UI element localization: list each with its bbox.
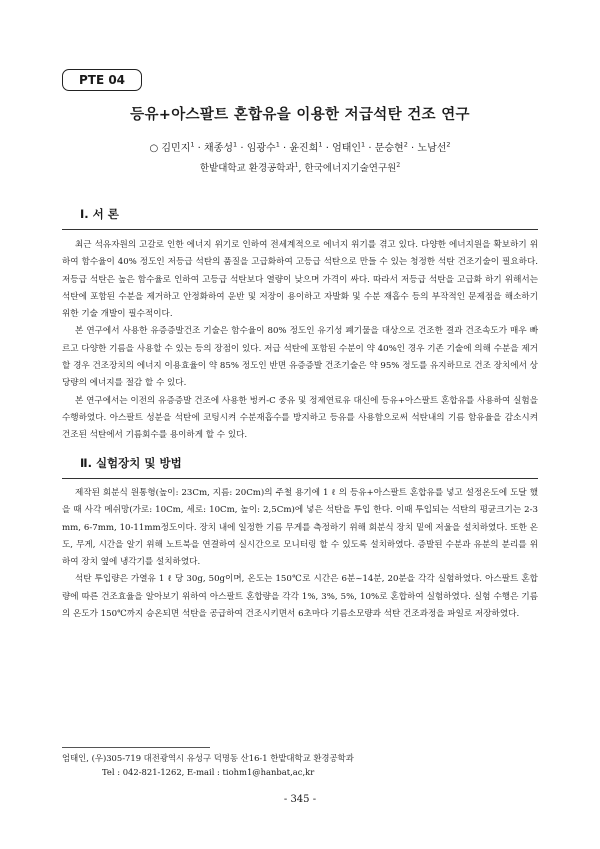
affiliations	[0, 160, 600, 174]
section-divider	[62, 229, 538, 230]
footnote-contact: Tel : 042-821-1262, E-mail : tiohm1@hanbat,ac,kr	[102, 767, 315, 777]
author: 김민지$^1$ ·	[161, 140, 205, 154]
footnote-address: 엄태인, (우)305-719 대전광역시 유성구 덕명동 산16-1 한밭대학교 환경공학과	[62, 753, 354, 763]
page-number: - 345 -	[283, 794, 317, 805]
author: 윤진희$^1$ ·	[289, 140, 333, 154]
author-list	[0, 139, 600, 154]
paragraph: 본 연구에서는 이전의 유증증발 건조에 사용한 벙커-C 중유 및 정제연료유 대신에 등유+아스팔트 혼합유를 사용하여 실험을 수행하였다. 아스팔트 성분을 석탄에 코팅시켜 수분재흡수를 방지하고 등유를 사용함으로써 석탄내의 기름 함유율을 감소시켜 건조된 석탄에서 기름회수를 용이하게 할 수 있다.	[62, 395, 538, 441]
author: 문승현$^2$ ·	[374, 140, 418, 154]
authors-prefix: ○	[149, 143, 162, 154]
session-tag: PTE 04	[62, 69, 142, 91]
section-divider	[62, 478, 538, 479]
affiliation: 한밭대학교 환경공학과$^1$,	[199, 161, 305, 174]
paragraph: 제작된 회분식 원통형(높이: 23Cm, 지름: 20Cm)의 주철 용기에 1 ℓ 의 등유+아스팔트 혼합유를 넣고 설정온도에 도달 했을 때 사각 메쉬망(가로: 10Cm, 세로: 10Cm, 높이: 2,5Cm)에 넣은 석탄을 투입 한다. 이때 투입되는 석탄의 평균크기는 2-3mm, 6-7mm, 10-11mm정도이다. 장치 내에 일정한 기름 무게를 측정하기 위해 회분식 장치 밑에 저울을 설치하였다. 또한 온도, 무게, 시간을 알기 위해 노트북을 연결하여 실시간으로 모니터링 할 수 있도록 설치하였다. 증발된 수분과 유분의 분리를 위하여 장치 옆에 냉각기를 설치하였다.	[62, 488, 538, 568]
section-body-introduction	[62, 237, 538, 445]
section-heading-methods: Ⅱ. 실험장치 및 방법	[80, 456, 182, 470]
paper-title: 등유+아스팔트 혼합유을 이용한 저급석탄 건조 연구	[130, 107, 470, 123]
affiliation: 한국에너지기술연구원$^2$	[304, 161, 401, 174]
paragraph: 본 연구에서 사용한 유증증발건조 기술은 함수율이 80% 정도인 유기성 폐기물을 대상으로 건조한 결과 건조속도가 매우 빠르고 다양한 기름을 사용할 수 있는 등의 장점이 있다. 저급 석탄에 포함된 수분이 약 40%인 경우 기존 기술에 의해 수분을 제거할 경우 건조장치의 에너지 이용효율이 약 85% 정도인 반면 유증증발 건조기술은 약 95% 정도를 유지하므로 건조 장치에서 상당량의 에너지를 절감 할 수 있다.	[62, 326, 538, 389]
section-body-methods	[62, 485, 538, 623]
paragraph: 최근 석유자원의 고갈로 인한 에너지 위기로 인하여 전세계적으로 에너지 위기를 겪고 있다. 다양한 에너지원을 확보하기 위하여 함수율이 40% 정도인 저등급 석탄의 품질을 고급화하여 고등급 석탄으로 만들 수 있는 청정한 석탄 건조기술이 필요하다. 저등급 석탄은 높은 함수율로 인하여 고등급 석탄보다 열량이 낮으며 가격이 싸다. 따라서 저등급 석탄을 고급화 하기 위해서는 석탄에 포함된 수분을 제거하고 안정화하여 운반 및 저장이 용이하고 자발화 및 수분 재흡수 등의 부작적인 문제점을 해소하기 위한 기술 개발이 필수적이다.	[62, 240, 538, 320]
paragraph: 석탄 투입량은 가열유 1 ℓ 당 30g, 50g이며, 온도는 150℃로 시간은 6분~14분, 20분을 각각 실험하였다. 아스팔트 혼합량에 따른 건조효율을 알아보기 위하여 아스팔트 혼합량을 각각 1%, 3%, 5%, 10%로 혼합하여 실험하였다. 실험 수행은 기름의 온도가 150℃까지 승온되면 석탄을 공급하여 건조시키면서 6초마다 기름소모량과 석탄 건조과정을 파일로 저장하였다.	[62, 574, 538, 620]
author: 임광수$^1$ ·	[246, 140, 290, 154]
section-heading-introduction: Ⅰ. 서 론	[80, 207, 119, 221]
footnote-divider	[62, 747, 210, 748]
author: 채종성$^1$ ·	[204, 140, 247, 154]
author: 노남선$^2$	[417, 140, 451, 154]
author: 엄태인$^1$ ·	[332, 140, 375, 154]
